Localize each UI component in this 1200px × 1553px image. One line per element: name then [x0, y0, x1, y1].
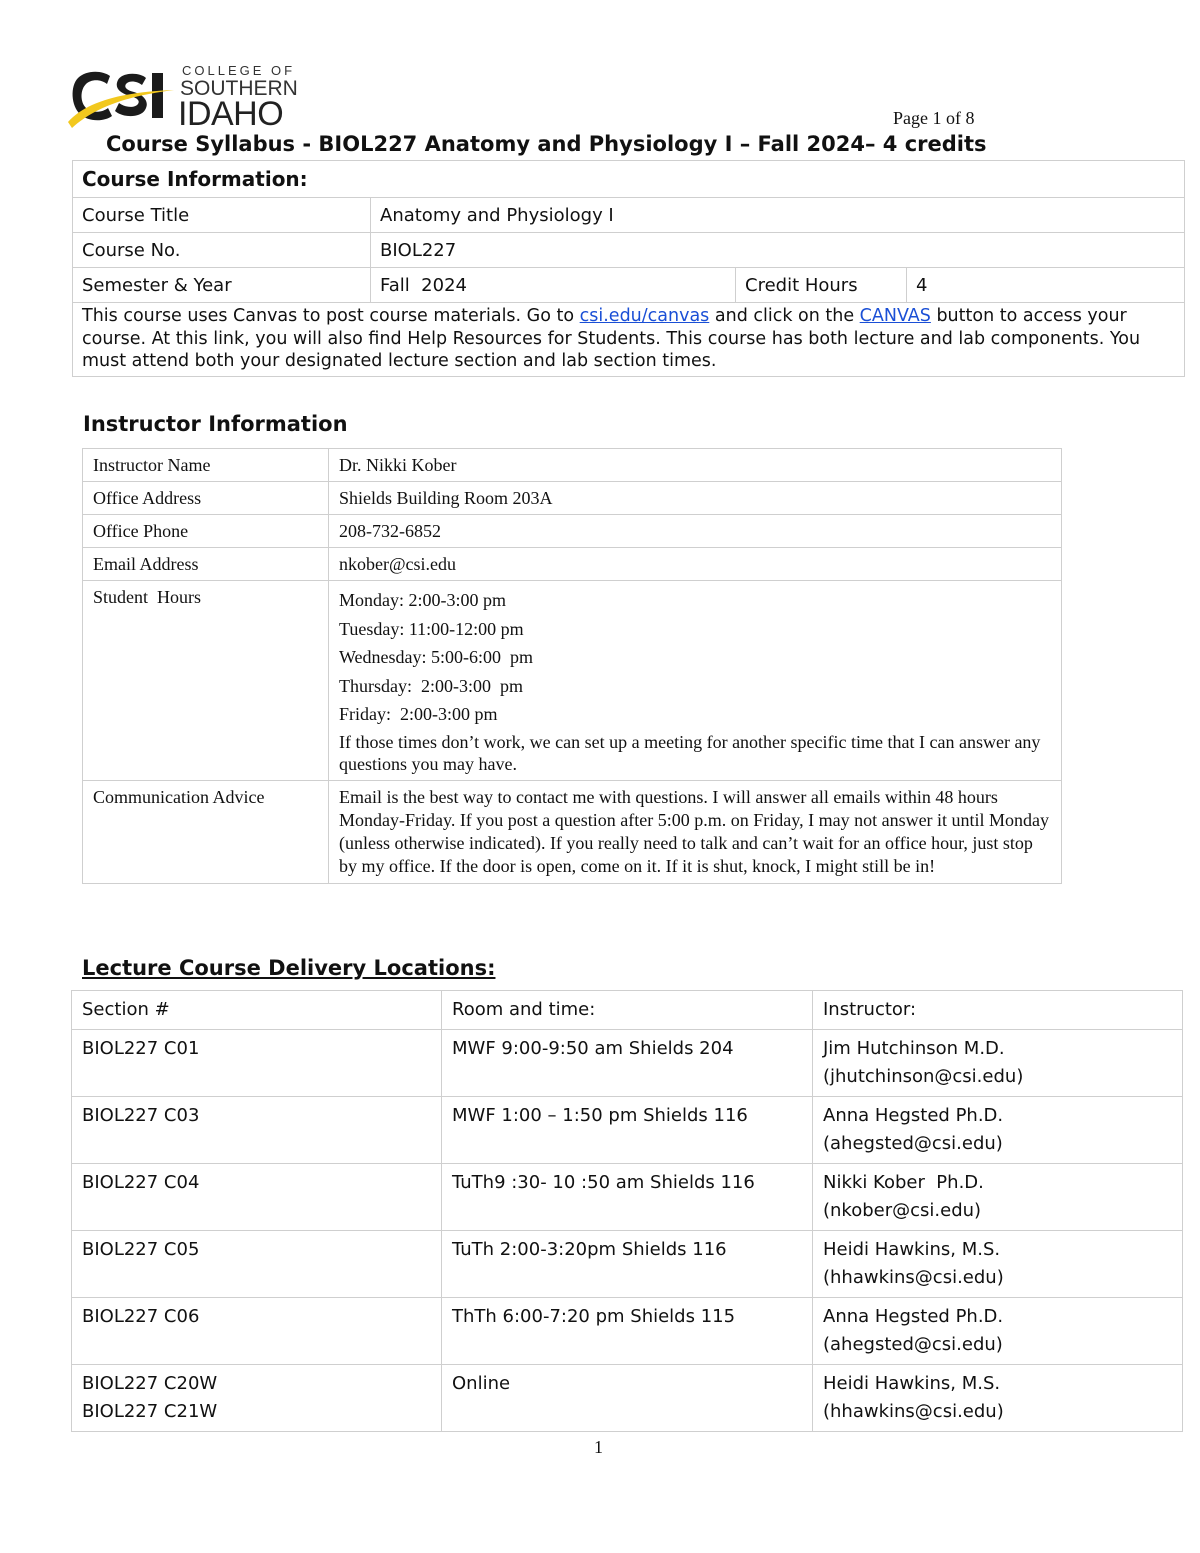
hours-line: Tuesday: 11:00-12:00 pm [339, 618, 524, 639]
course-information-heading: Course Information: [73, 161, 1185, 198]
hours-line: Monday: 2:00-3:00 pm [339, 590, 506, 610]
section-number: BIOL227 C05 [82, 1239, 200, 1260]
instructor-name: Jim Hutchinson M.D. [823, 1038, 1005, 1059]
canvas-text-3: button to access your course. At this link, you will also find Help Resources for Students. This course has both lecture and lab components. You must attend both your designated lecture section and lab section times. [82, 306, 1141, 371]
instructor-information-heading: Instructor Information [83, 412, 348, 436]
table-row [72, 1365, 1183, 1432]
credit-hours-value: 4 [907, 268, 1185, 303]
instructor-name: Anna Hegsted Ph.D. [823, 1105, 1004, 1126]
instructor-email: (nkober@csi.edu) [823, 1200, 982, 1221]
room-cell: MWF 9:00-9:50 am Shields 204 [442, 1030, 813, 1097]
lecture-locations-heading: Lecture Course Delivery Locations: [82, 956, 496, 980]
instructor-email: (ahegsted@csi.edu) [823, 1133, 1003, 1154]
instructor-name: Nikki Kober Ph.D. [823, 1172, 984, 1193]
student-hours-label: Student Hours [83, 581, 329, 781]
hours-note: If those times don’t work, we can set up a meeting for another specific time that I can answer any questions you may have. [339, 731, 1041, 774]
instructor-information-table [82, 448, 1062, 884]
csi-canvas-link[interactable]: csi.edu/canvas [579, 306, 710, 326]
section-cell [72, 1164, 442, 1231]
column-header-section: Section # [72, 991, 442, 1030]
room-cell: MWF 1:00 – 1:50 pm Shields 116 [442, 1097, 813, 1164]
section-number: BIOL227 C06 [82, 1306, 200, 1327]
room-cell: Online [442, 1365, 813, 1432]
instructor-name-label: Instructor Name [83, 449, 329, 482]
section-cell [72, 1365, 442, 1432]
instructor-cell [813, 1298, 1183, 1365]
hours-line: Friday: 2:00-3:00 pm [339, 704, 498, 724]
lecture-locations-table [71, 990, 1183, 1432]
room-cell: TuTh 2:00-3:20pm Shields 116 [442, 1231, 813, 1298]
table-row [72, 1298, 1183, 1365]
room-cell: TuTh9 :30- 10 :50 am Shields 116 [442, 1164, 813, 1231]
instructor-name-value: Dr. Nikki Kober [329, 449, 1062, 482]
student-hours-value [329, 581, 1062, 781]
section-number-2: BIOL227 C21W [82, 1401, 218, 1422]
table-row [72, 1164, 1183, 1231]
instructor-name: Anna Hegsted Ph.D. [823, 1306, 1004, 1327]
section-number: BIOL227 C03 [82, 1105, 200, 1126]
course-information-table [72, 160, 1185, 377]
semester-label: Semester & Year [73, 268, 371, 303]
table-row [72, 1231, 1183, 1298]
column-header-room: Room and time: [442, 991, 813, 1030]
column-header-instructor: Instructor: [813, 991, 1183, 1030]
instructor-cell [813, 1231, 1183, 1298]
office-address-value: Shields Building Room 203A [329, 482, 1062, 515]
communication-advice-label: Communication Advice [83, 780, 329, 883]
canvas-text-1: This course uses Canvas to post course materials. Go to [82, 306, 580, 326]
logo-southern-text: SOUTHERN [180, 77, 298, 100]
section-cell [72, 1030, 442, 1097]
instructor-cell [813, 1097, 1183, 1164]
section-number: BIOL227 C01 [82, 1038, 200, 1059]
csi-logo-mark [66, 62, 178, 132]
course-title-value: Anatomy and Physiology I [371, 198, 1185, 233]
course-no-label: Course No. [73, 233, 371, 268]
instructor-cell [813, 1365, 1183, 1432]
email-address-label: Email Address [83, 548, 329, 581]
section-cell [72, 1231, 442, 1298]
credit-hours-label: Credit Hours [736, 268, 907, 303]
office-phone-label: Office Phone [83, 515, 329, 548]
instructor-name: Heidi Hawkins, M.S. [823, 1373, 1001, 1394]
section-number: BIOL227 C20W [82, 1373, 218, 1394]
logo-idaho-text: IDAHO [178, 95, 284, 133]
office-address-label: Office Address [83, 482, 329, 515]
canvas-link[interactable]: CANVAS [859, 306, 931, 326]
page-indicator: Page 1 of 8 [893, 108, 975, 128]
csi-logo [66, 62, 306, 132]
canvas-info-paragraph [73, 303, 1185, 377]
instructor-cell [813, 1030, 1183, 1097]
section-cell [72, 1298, 442, 1365]
table-row [72, 1030, 1183, 1097]
footer-page-number: 1 [594, 1437, 603, 1457]
instructor-email: (hhawkins@csi.edu) [823, 1401, 1004, 1422]
instructor-email: (hhawkins@csi.edu) [823, 1267, 1004, 1288]
instructor-cell [813, 1164, 1183, 1231]
communication-advice-value: Email is the best way to contact me with questions. I will answer all emails within 48 hours Monday-Friday. If you post a question after 5:00 p.m. on Friday, I may not answer it until Monday (unless otherwise indicated). If you really need to talk and can’t wait for an office hour, just stop by my office. If the door is open, come on it. If it is shut, knock, I might still be in! [329, 780, 1062, 883]
instructor-name: Heidi Hawkins, M.S. [823, 1239, 1001, 1260]
section-number: BIOL227 C04 [82, 1172, 200, 1193]
canvas-text-2: and click on the [709, 306, 860, 326]
office-phone-value: 208-732-6852 [329, 515, 1062, 548]
course-title-label: Course Title [73, 198, 371, 233]
page-title: Course Syllabus - BIOL227 Anatomy and Physiology I – Fall 2024– 4 credits [106, 132, 987, 156]
instructor-email: (jhutchinson@csi.edu) [823, 1066, 1024, 1087]
section-cell [72, 1097, 442, 1164]
table-row [72, 1097, 1183, 1164]
email-address-value: nkober@csi.edu [329, 548, 1062, 581]
instructor-email: (ahegsted@csi.edu) [823, 1334, 1003, 1355]
hours-line: Wednesday: 5:00-6:00 pm [339, 647, 534, 667]
logo-college-text: COLLEGE OF [182, 63, 296, 78]
room-cell: ThTh 6:00-7:20 pm Shields 115 [442, 1298, 813, 1365]
hours-line: Thursday: 2:00-3:00 pm [339, 675, 523, 696]
course-no-value: BIOL227 [371, 233, 1185, 268]
semester-value: Fall 2024 [371, 268, 736, 303]
